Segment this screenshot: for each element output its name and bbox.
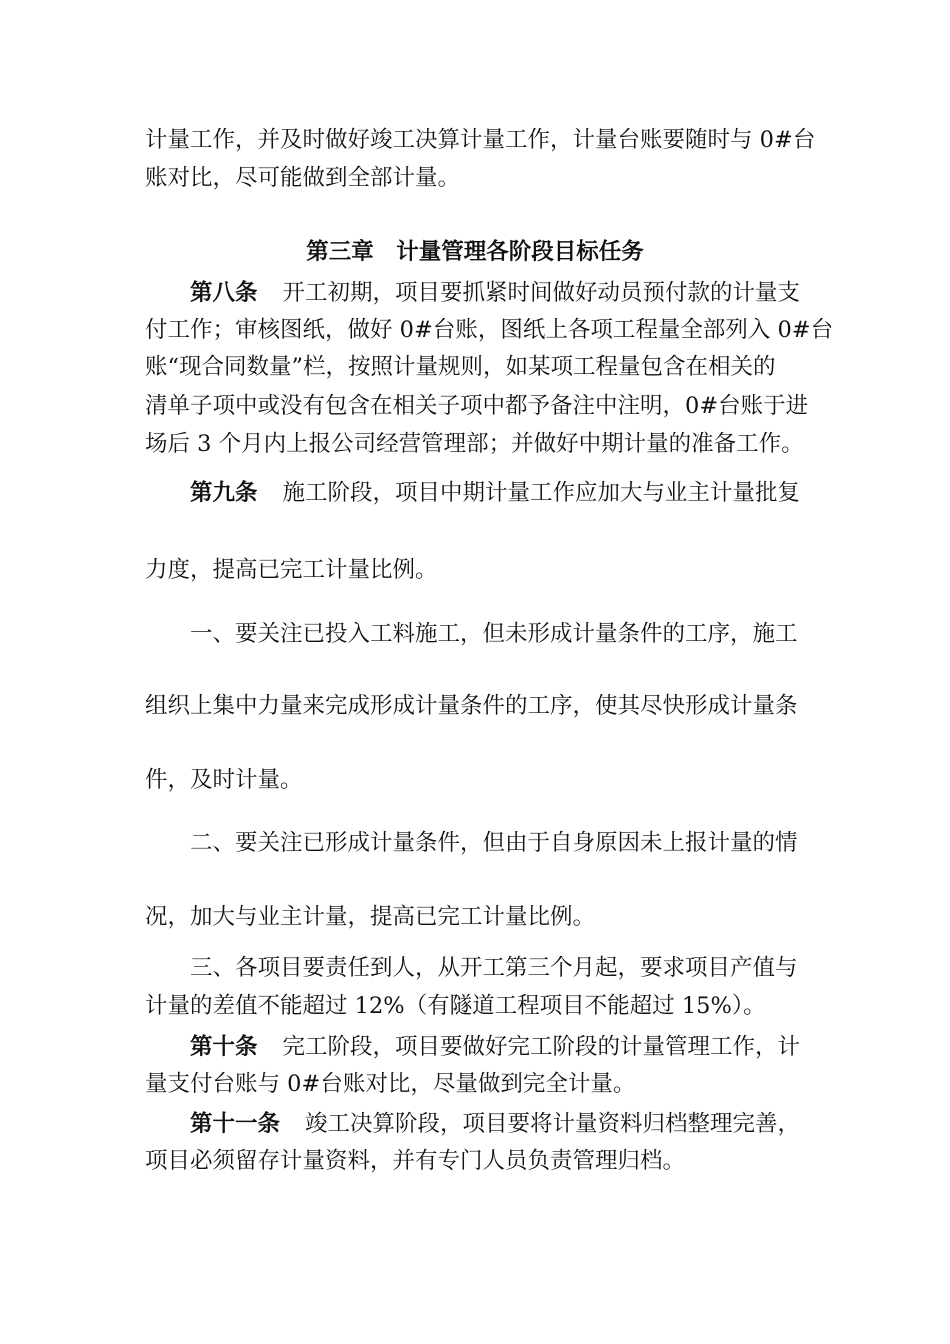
article-8-line-2: 付工作；审核图纸，做好 0#台账，图纸上各项工程量全部列入 0#台 [145, 317, 834, 343]
article-10-text: 完工阶段，项目要做好完工阶段的计量管理工作，计 [282, 1034, 801, 1060]
intro-line-2: 账对比，尽可能做到全部计量。 [145, 165, 461, 191]
article-8-line-3: 账“现合同数量”栏，按照计量规则，如某项工程量包含在相关的 [145, 354, 776, 380]
article-11-first-line [190, 1110, 810, 1138]
article-8-first-line [190, 279, 810, 307]
item-1-line-2: 组织上集中力量来完成形成计量条件的工序，使其尽快形成计量条 [145, 693, 798, 719]
article-11-label: 第十一条 [190, 1111, 281, 1137]
item-1-line-1: 一、要关注已投入工料施工，但未形成计量条件的工序，施工 [190, 621, 798, 647]
article-9-first-line [190, 479, 810, 507]
article-10-label: 第十条 [190, 1034, 258, 1060]
item-2-line-2: 况，加大与业主计量，提高已完工计量比例。 [145, 904, 596, 930]
item-3-line-1: 三、各项目要责任到人，从开工第三个月起，要求项目产值与 [190, 955, 798, 981]
article-9-label: 第九条 [190, 480, 258, 506]
article-8-label: 第八条 [190, 280, 258, 306]
article-8-text: 开工初期，项目要抓紧时间做好动员预付款的计量支 [282, 280, 801, 306]
intro-line-1: 计量工作，并及时做好竣工决算计量工作，计量台账要随时与 0#台 [145, 127, 816, 153]
article-10-line-2: 量支付台账与 0#台账对比，尽量做到完全计量。 [145, 1071, 636, 1097]
chapter-title: 第三章 计量管理各阶段目标任务 [306, 239, 644, 265]
article-9-text: 施工阶段，项目中期计量工作应加大与业主计量批复 [282, 480, 801, 506]
item-2-line-1: 二、要关注已形成计量条件，但由于自身原因未上报计量的情 [190, 830, 798, 856]
article-8-line-4: 清单子项中或没有包含在相关子项中都予备注中注明，0#台账于进 [145, 393, 809, 419]
article-9-line-2: 力度，提高已完工计量比例。 [145, 557, 438, 583]
article-11-line-2: 项目必须留存计量资料，并有专门人员负责管理归档。 [145, 1148, 686, 1174]
item-1-line-3: 件，及时计量。 [145, 767, 303, 793]
article-8-line-5: 场后 3 个月内上报公司经营管理部；并做好中期计量的准备工作。 [145, 431, 804, 457]
article-11-text: 竣工决算阶段，项目要将计量资料归档整理完善， [305, 1111, 801, 1137]
item-3-line-2: 计量的差值不能超过 12%（有隧道工程项目不能超过 15%）。 [145, 993, 766, 1019]
article-10-first-line [190, 1033, 810, 1061]
